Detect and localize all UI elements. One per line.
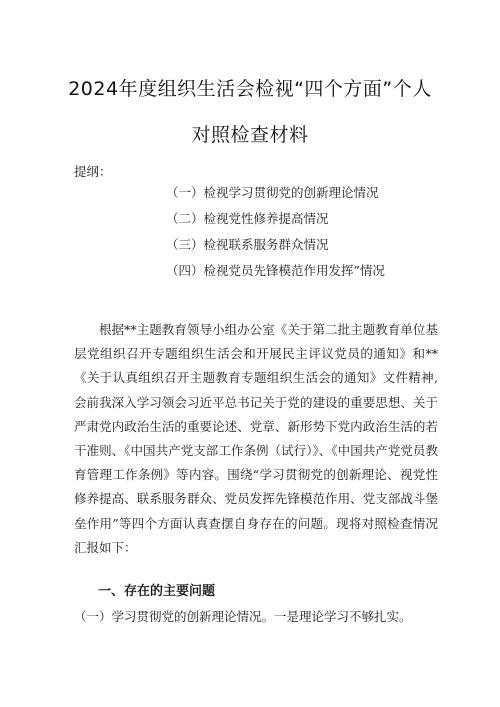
document-title-line-1: 2024年度组织生活会检视“四个方面”个人 xyxy=(68,78,432,100)
document-title-line-2: 对照检查材料 xyxy=(191,124,309,146)
section-heading: 一、存在的主要问题 xyxy=(98,584,216,599)
section-subheading: （一）学习贯彻党的创新理论情况。一是理论学习不够扎实。 xyxy=(74,609,412,624)
outline-item: （三）检视联系服务群众情况 xyxy=(166,237,329,252)
outline-item: （一）检视学习贯彻党的创新理论情况 xyxy=(166,185,379,200)
outline-list xyxy=(166,184,385,288)
outline-item: （二）检视党性修养提高情况 xyxy=(166,211,329,226)
outline-item: （四）检视党员先锋模范作用发挥”情况 xyxy=(166,263,385,278)
body-paragraph: 根据**主题教育领导小组办公室《关于第二批主题教育单位基层党组织召开专题组织生活会和开展民主评议党员的通知》和**《关于认真组织召开主题教育专题组织生活会的通知》文件精神,会前我深入学习领会习近平总书记关于党的建设的重要思想、关于严肃党内政治生活的重要论述、党章、新形势下党内政治生活的若干准则、《中国共产党支部工作条例（试行）》、《中国共产党党员教育管理工作条例》等内容。围绕“学习贯彻党的创新理论、视党性修养提高、联系服务群众、党员发挥先锋模范作用、党支部战斗堡垒作用”等四个方面认真查摆自身存在的问题。现将对照检查情况汇报如下： xyxy=(74,322,438,555)
outline-label: 提纲： xyxy=(74,164,112,179)
